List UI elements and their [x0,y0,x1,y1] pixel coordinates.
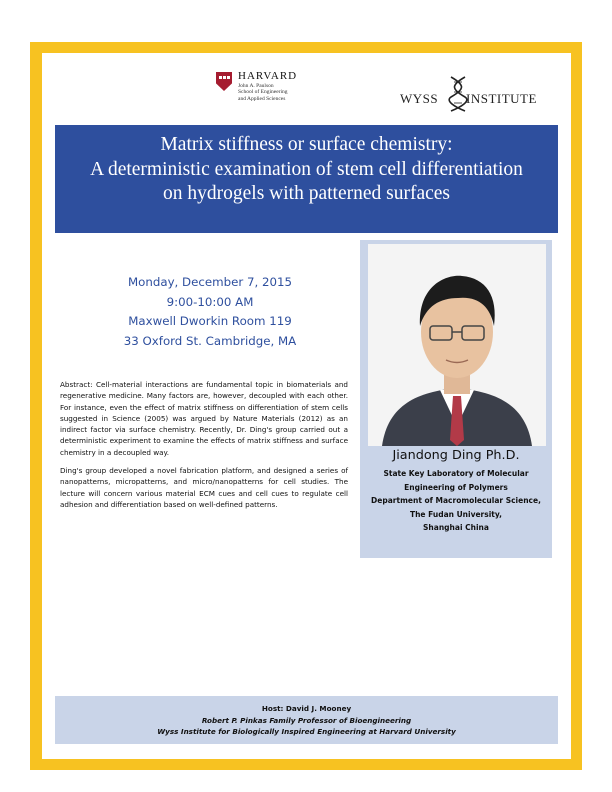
abstract-paragraph-2: Ding's group developed a novel fabrication platform, and designed a series of nanopatterns, micropatterns, and micro/nanopatterns for cell studies. The lecture will concern various material ECM cues and cell cues to regulate cell adhesion and differentiation based on well-defined patterns. [60,466,348,509]
wyss-logo-right: INSTITUTE [466,91,537,106]
event-time: 9:00-10:00 AM [166,294,254,309]
harvard-name: HARVARD [238,70,298,82]
host-name: Host: David J. Mooney [261,704,352,713]
wyss-logo-left: WYSS [400,91,439,106]
harvard-shield-icon [216,72,232,91]
wyss-institute-logo [396,73,556,115]
speaker-affiliation: State Key Laboratory of Molecular Engineering of Polymers Department of Macromolecular Science, The Fudan University, Shanghai China [371,469,541,532]
event-address: 33 Oxford St. Cambridge, MA [123,333,297,348]
host-title: Robert P. Pinkas Family Professor of Bioengineering [201,715,412,725]
speaker-name: Jiandong Ding Ph.D. [392,448,520,463]
harvard-logo [216,70,326,108]
harvard-school: John A. Paulson School of Engineering and Applied Sciences [238,83,288,102]
event-date: Monday, December 7, 2015 [127,275,293,289]
event-room: Maxwell Dworkin Room 119 [128,314,292,328]
event-details [80,273,340,351]
host-info [55,703,558,738]
speaker-portrait-icon [368,244,546,446]
host-institution: Wyss Institute for Biologically Inspired Engineering at Harvard University [157,727,456,736]
talk-title: Matrix stiffness or surface chemistry: A deterministic examination of stem cell differentiation on hydrogels with patterned surfaces [90,134,523,204]
abstract-paragraph-1: Abstract: Cell-material interactions are fundamental topic in biomaterials and regenerative medicine. Many factors are, however, decoupled with each other. For instance, even the effect of matrix stiffness on differentiation of stem cells suggested in Science (2005) was argued by Nature Materials (2012) as an indirect factor via surface chemistry. Recently, Dr. Ding's group carried out a deterministic experiment to examine the effects of matrix stiffness and surface chemistry in a decoupled way. [60,380,348,457]
abstract [60,379,348,517]
speaker-photo [368,244,546,446]
